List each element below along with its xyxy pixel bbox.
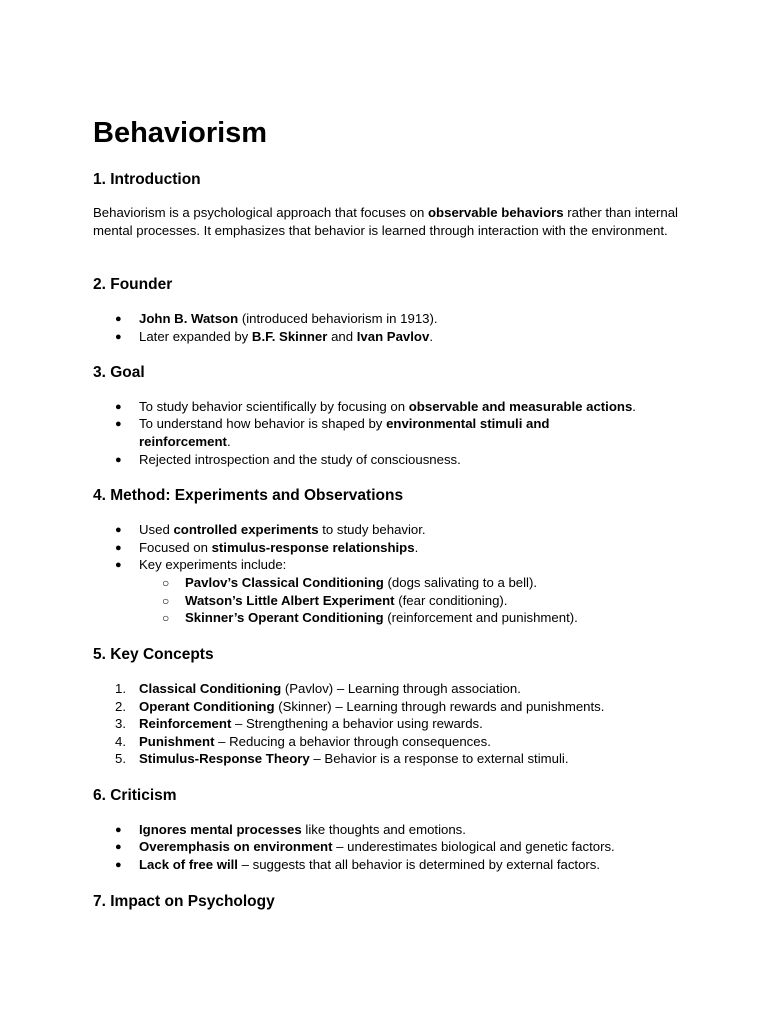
heading-key-concepts: 5. Key Concepts <box>93 646 214 663</box>
item-text: – Strengthening a behavior using rewards. <box>231 716 483 731</box>
intro-emphasis: observable behaviors <box>428 205 564 220</box>
bold-text: Classical Conditioning <box>139 681 282 696</box>
sub-bullet-marker: ○ <box>162 611 170 625</box>
bold-text: B.F. Skinner <box>251 329 328 344</box>
item-number: 5. <box>115 751 126 766</box>
document-title: Behaviorism <box>93 117 268 149</box>
item-text: To study behavior scientifically by focusing on <box>139 399 409 414</box>
item-text: Focused on <box>139 540 212 555</box>
bullet-marker: ● <box>115 401 122 413</box>
intro-paragraph <box>93 204 678 240</box>
bold-text: Pavlov’s Classical Conditioning <box>185 575 384 590</box>
bold-text: Ivan Pavlov <box>356 329 430 344</box>
item-text: to study behavior. <box>318 522 426 537</box>
bullet-marker: ● <box>115 841 122 853</box>
sub-bullet-marker: ○ <box>162 594 170 608</box>
bold-text: Lack of free will <box>139 857 238 872</box>
item-text: (introduced behaviorism in 1913). <box>238 311 438 326</box>
item-number: 3. <box>115 716 126 731</box>
heading-method: 4. Method: Experiments and Observations <box>93 487 404 504</box>
item-text: and <box>327 329 357 344</box>
bold-text: controlled experiments <box>173 522 319 537</box>
heading-impact: 7. Impact on Psychology <box>93 893 275 910</box>
item-text: (Skinner) – Learning through rewards and punishments. <box>274 699 605 714</box>
bold-text: Skinner’s Operant Conditioning <box>185 610 384 625</box>
item-text: . <box>226 434 231 449</box>
item-text: (dogs salivating to a bell). <box>383 575 538 590</box>
item-number: 1. <box>115 681 126 696</box>
heading-founder: 2. Founder <box>93 276 173 293</box>
bold-text: Watson’s Little Albert Experiment <box>185 593 395 608</box>
bold-text: Punishment <box>139 734 215 749</box>
bullet-marker: ● <box>115 418 122 430</box>
item-text: like thoughts and emotions. <box>301 822 466 837</box>
bullet-marker: ● <box>115 524 122 536</box>
bold-text: environmental stimuli and reinforcement <box>139 416 550 449</box>
item-text: – underestimates biological and genetic factors. <box>332 839 615 854</box>
item-text: – Reducing a behavior through consequences. <box>214 734 491 749</box>
heading-introduction: 1. Introduction <box>93 171 201 188</box>
item-text: – suggests that all behavior is determined by external factors. <box>237 857 601 872</box>
item-text: To understand how behavior is shaped by <box>139 416 387 431</box>
bold-text: Overemphasis on environment <box>139 839 333 854</box>
bullet-marker: ● <box>115 331 122 343</box>
item-text: (reinforcement and punishment). <box>383 610 578 625</box>
item-text: (fear conditioning). <box>394 593 508 608</box>
bold-text: stimulus-response relationships <box>211 540 415 555</box>
bullet-marker: ● <box>115 559 122 571</box>
bold-text: observable and measurable actions <box>408 399 633 414</box>
bold-text: John B. Watson <box>139 311 239 326</box>
bullet-marker: ● <box>115 824 122 836</box>
item-number: 4. <box>115 734 126 749</box>
item-text: – Behavior is a response to external stimuli. <box>309 751 569 766</box>
item-text: (Pavlov) – Learning through association. <box>281 681 521 696</box>
bullet-marker: ● <box>115 542 122 554</box>
sub-bullet-marker: ○ <box>162 576 170 590</box>
bold-text: Ignores mental processes <box>139 822 302 837</box>
heading-goal: 3. Goal <box>93 364 145 381</box>
bullet-marker: ● <box>115 859 122 871</box>
bullet-marker: ● <box>115 454 122 466</box>
item-text: Rejected introspection and the study of consciousness. <box>139 452 461 467</box>
item-text: Used <box>139 522 174 537</box>
bold-text: Operant Conditioning <box>139 699 275 714</box>
bold-text: Stimulus-Response Theory <box>139 751 310 766</box>
item-text: . <box>632 399 636 414</box>
item-number: 2. <box>115 699 126 714</box>
item-text: Later expanded by <box>139 329 252 344</box>
bold-text: Reinforcement <box>139 716 232 731</box>
item-text: . <box>414 540 419 555</box>
intro-text-rest: rather than internal mental processes. It emphasizes that behavior is learned through interaction with the environment. <box>93 205 678 238</box>
item-text: Key experiments include: <box>139 557 287 572</box>
bullet-marker: ● <box>115 313 122 325</box>
item-text: . <box>429 329 433 344</box>
intro-text: Behaviorism is a psychological approach that focuses on <box>93 205 428 220</box>
heading-criticism: 6. Criticism <box>93 787 177 804</box>
